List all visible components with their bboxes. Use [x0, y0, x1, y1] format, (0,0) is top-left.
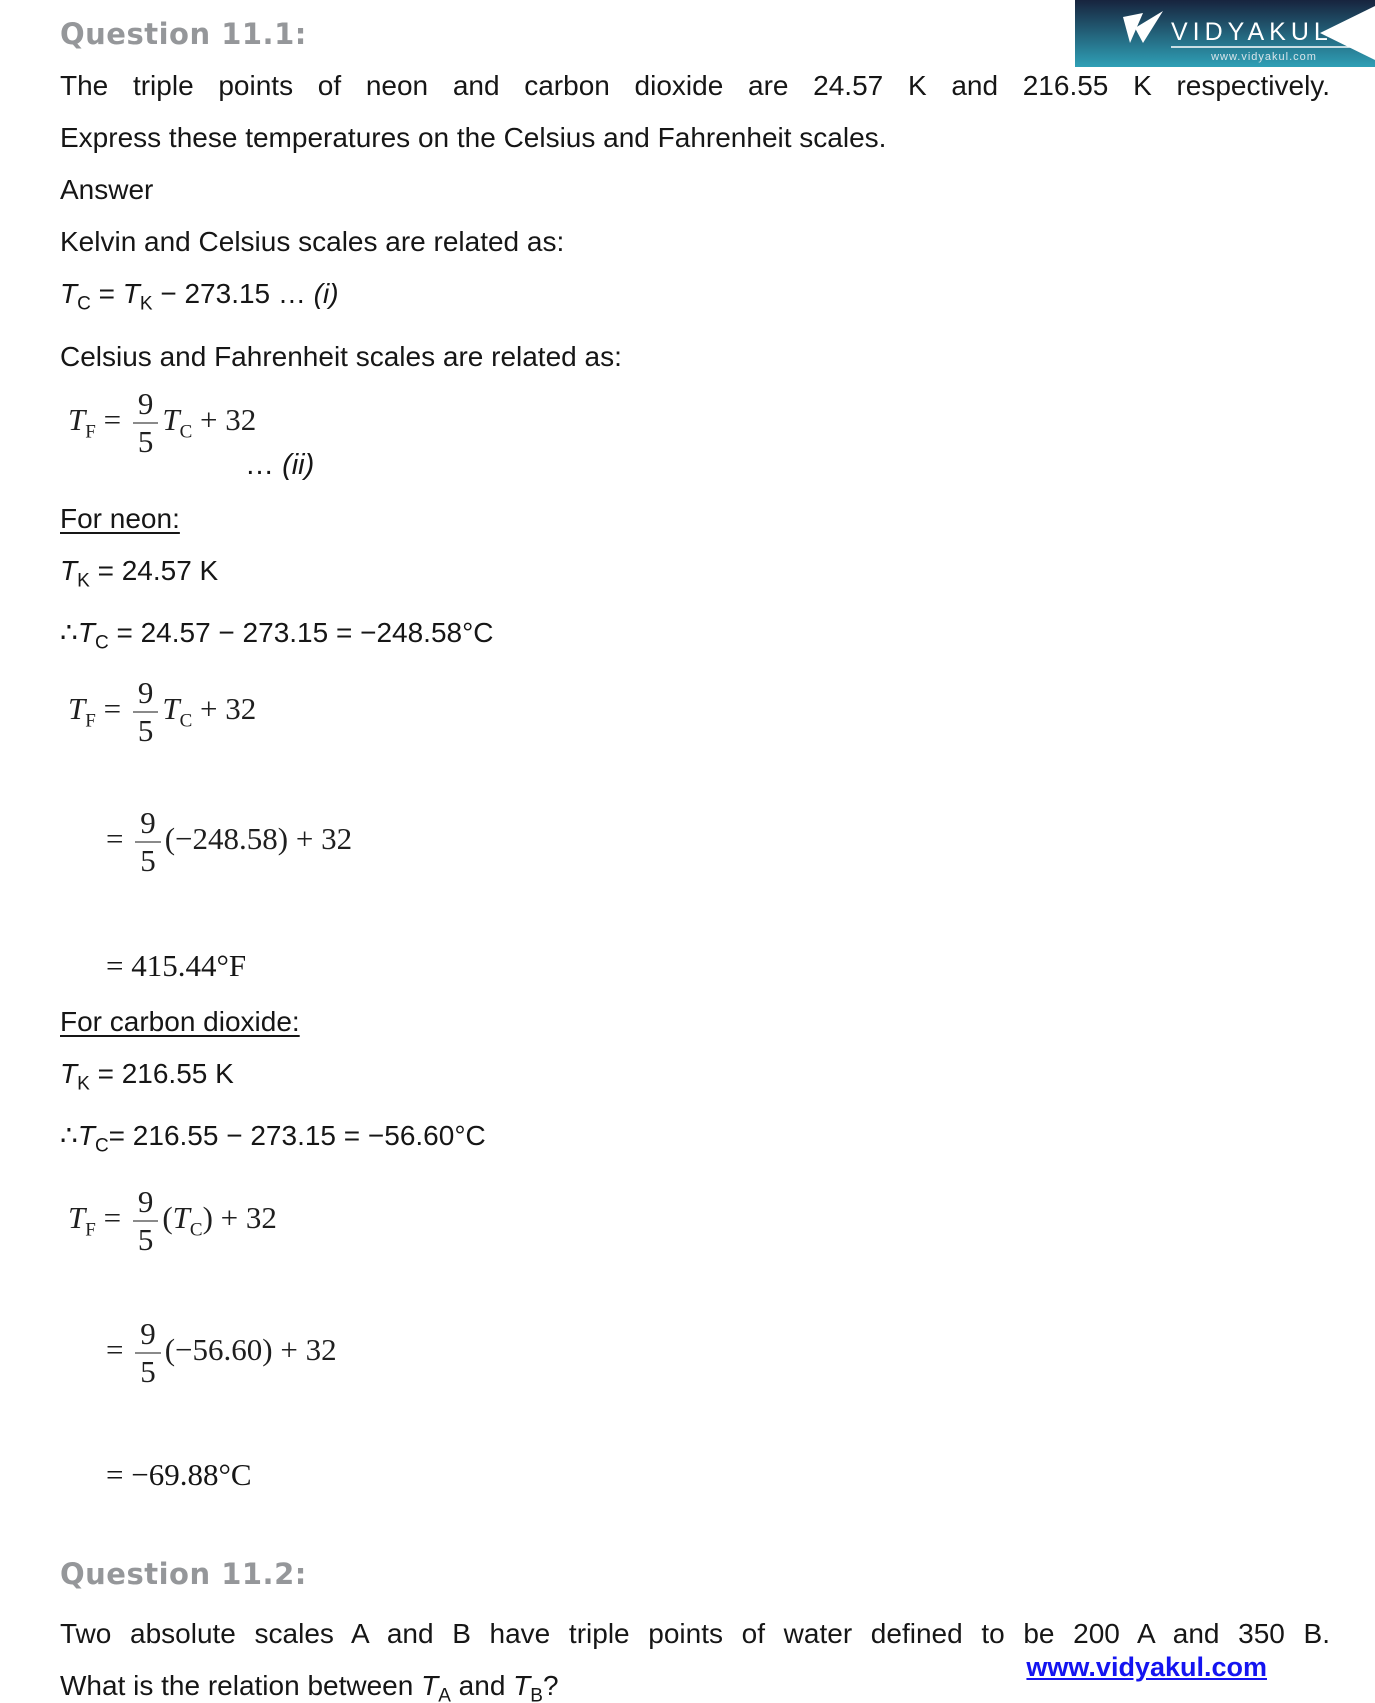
equals-piece: = [95, 401, 129, 437]
kelvin-celsius-intro: Kelvin and Celsius scales are related as: [60, 226, 565, 257]
equation-ref-ii: (ii) [282, 448, 315, 481]
fraction [133, 385, 159, 459]
expression-piece: + 32 [288, 820, 353, 856]
var-T: T [60, 554, 78, 586]
neon-formula-1 [60, 674, 1330, 748]
var-T: T [68, 690, 86, 726]
subscript-C: C [179, 710, 193, 732]
fraction-numerator: 9 [133, 1187, 159, 1222]
fraction-denominator: 5 [137, 1221, 154, 1257]
logo-site-text: www.vidyakul.com [1211, 51, 1317, 63]
subscript-C: C [94, 632, 109, 654]
fraction-denominator: 5 [140, 1353, 156, 1389]
equals-piece: = [95, 1200, 129, 1236]
equals-piece: = [95, 690, 129, 726]
equals-piece: = [106, 820, 132, 856]
equation-i [60, 268, 1330, 331]
subscript-F: F [85, 420, 96, 442]
subscript-K: K [77, 570, 90, 592]
dots-piece: … [245, 448, 283, 481]
question-11-1-heading: Question 11.1: [60, 17, 307, 51]
question-11-2-heading: Question 11.2: [60, 1556, 307, 1591]
subscript-K: K [139, 293, 153, 315]
q1-statement-line-1: The triple points of neon and carbon dioxide are 24.57 K and 216.55 K respectively. [60, 70, 1330, 101]
subscript-C: C [189, 1219, 203, 1241]
co2-formula-3: = −69.88°C [106, 1456, 252, 1492]
subscript-F: F [85, 1219, 96, 1241]
subscript-C: C [94, 1135, 109, 1157]
fraction-denominator: 5 [137, 712, 154, 748]
co2-formula-2 [60, 1315, 1330, 1389]
q1-statement-line-2: Express these temperatures on the Celsius and Fahrenheit scales. [60, 122, 887, 153]
var-T: T [162, 690, 180, 726]
factor-piece: (−56.60) [164, 1332, 273, 1368]
fraction-numerator: 9 [135, 1319, 161, 1354]
celsius-fahrenheit-intro: Celsius and Fahrenheit scales are related as: [60, 340, 622, 372]
neon-tc-line [60, 607, 1330, 670]
neon-formula-2 [60, 804, 1330, 878]
equation-ii-ref [245, 449, 314, 482]
fraction-denominator: 5 [140, 842, 156, 878]
value-piece: = 24.57 − 273.15 = −248.58°C [108, 617, 494, 649]
var-T: T [60, 278, 78, 309]
co2-tk-line [60, 1048, 1330, 1111]
therefore-symbol: ∴ [60, 617, 78, 649]
co2-tc-line [60, 1110, 1330, 1173]
therefore-symbol: ∴ [60, 1120, 78, 1152]
for-carbon-dioxide-heading [60, 996, 1330, 1048]
fraction-numerator: 9 [133, 389, 159, 424]
expression-piece: + 32 [192, 401, 257, 437]
factor-piece: (−248.58) [164, 820, 289, 856]
neon-formula-3: = 415.44°F [106, 947, 247, 983]
subscript-A: A [438, 1685, 451, 1703]
var-T: T [122, 278, 140, 309]
expression-piece: + 32 [272, 1332, 337, 1368]
footer-site-link[interactable]: www.vidyakul.com [1026, 1652, 1267, 1682]
q2-statement-line-1: Two absolute scales A and B have triple points of water defined to be 200 A and 350 B. [60, 1617, 1330, 1649]
equation-ref-i: (i) [313, 278, 339, 309]
var-T: T [172, 1200, 190, 1236]
logo-brand-text: VIDYAKUL [1171, 18, 1333, 46]
equation-ii [68, 385, 257, 459]
fraction [135, 804, 161, 878]
for-neon-heading-text: For neon: [60, 502, 180, 534]
fraction-denominator: 5 [137, 423, 154, 459]
subscript-F: F [85, 710, 96, 732]
expression-piece: + 32 [192, 690, 257, 726]
var-T: T [77, 617, 95, 649]
neon-tk-line [60, 545, 1330, 608]
text-piece: What is the relation between [60, 1669, 422, 1701]
value-piece: = 216.55 K [89, 1057, 234, 1089]
var-T: T [77, 1120, 95, 1152]
value-piece: = 24.57 K [89, 554, 219, 586]
value-piece: = 216.55 − 273.15 = −56.60°C [108, 1120, 486, 1152]
fraction-numerator: 9 [133, 678, 159, 713]
subscript-K: K [77, 1073, 90, 1095]
text-piece: ? [542, 1669, 559, 1701]
equation-ii-block [60, 385, 1330, 493]
paren-open: ( [162, 1200, 173, 1236]
var-T: T [513, 1669, 531, 1701]
for-carbon-dioxide-heading-text: For carbon dioxide: [60, 1005, 300, 1037]
fraction-numerator: 9 [135, 808, 161, 843]
for-neon-heading [60, 493, 1330, 545]
equals-piece: = [90, 278, 123, 309]
equals-piece: = [106, 1332, 132, 1368]
expression-piece: − 273.15 … [152, 278, 314, 309]
var-T: T [60, 1057, 78, 1089]
var-T: T [68, 401, 86, 437]
fraction [133, 1183, 159, 1257]
paren-close: ) [202, 1200, 213, 1236]
subscript-C: C [179, 420, 193, 442]
var-T: T [68, 1200, 86, 1236]
var-T: T [421, 1669, 439, 1701]
co2-formula-1 [60, 1183, 1330, 1257]
fraction [135, 1315, 161, 1389]
expression-piece: + 32 [212, 1200, 277, 1236]
answer-label: Answer [60, 174, 154, 205]
var-T: T [162, 401, 180, 437]
fraction [133, 674, 159, 748]
text-piece: and [450, 1669, 514, 1701]
subscript-C: C [77, 293, 91, 315]
subscript-B: B [530, 1685, 543, 1703]
